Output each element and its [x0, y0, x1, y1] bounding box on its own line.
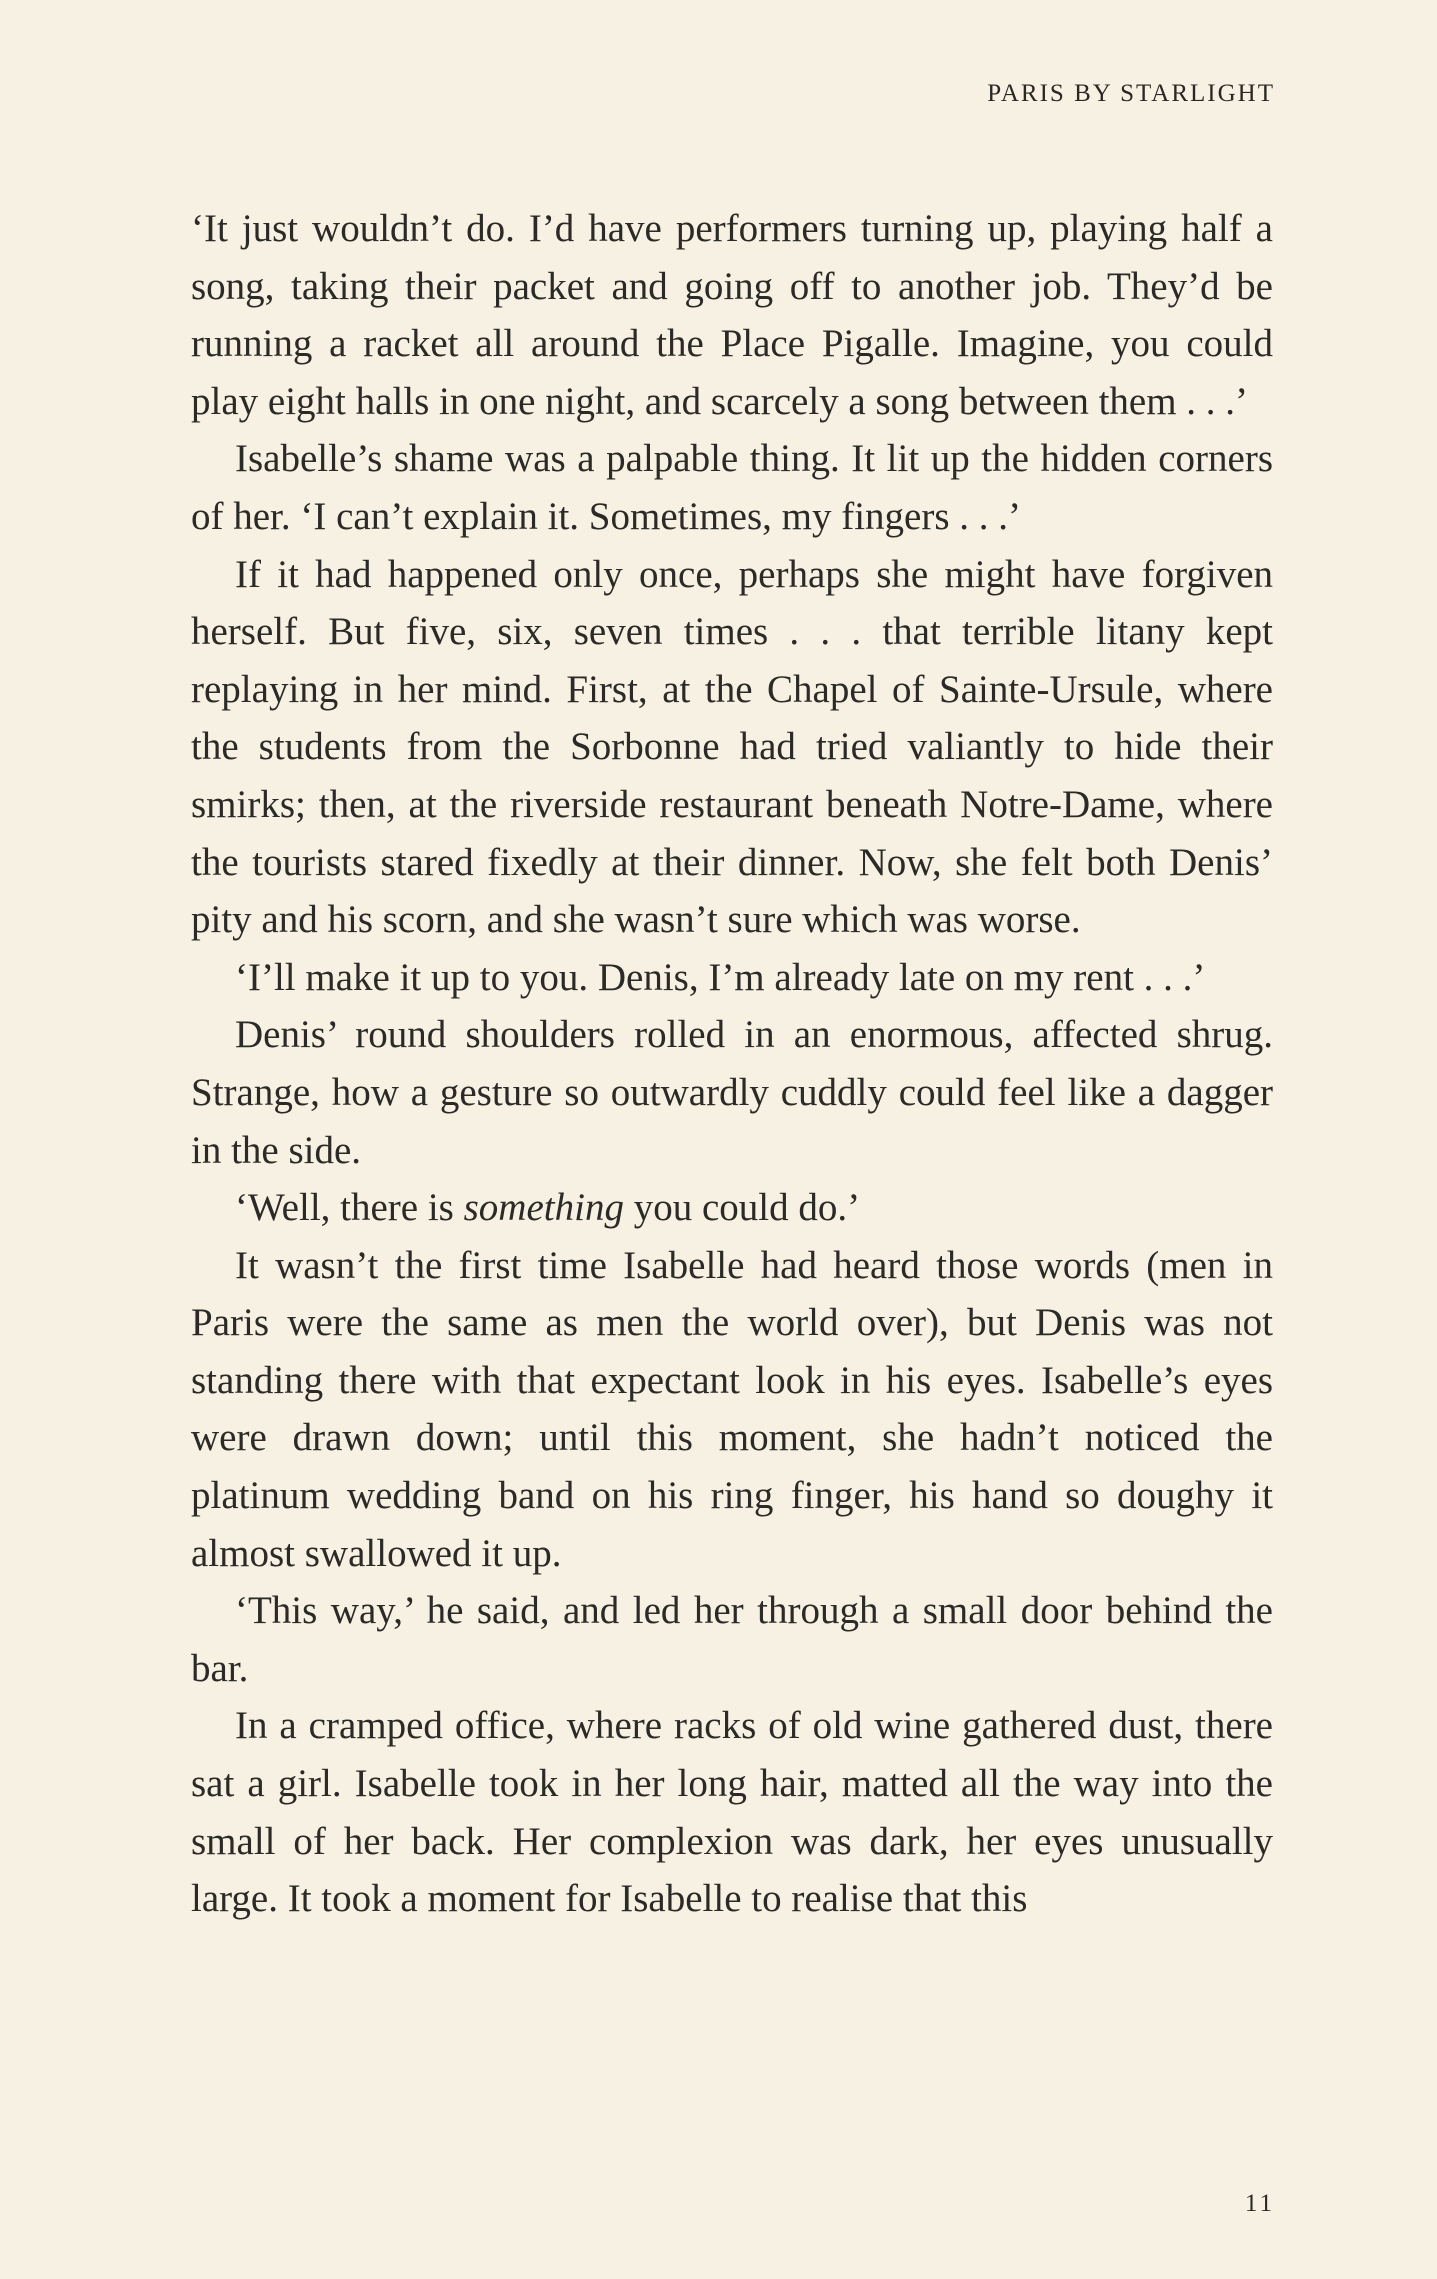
emphasis-something: something	[463, 1186, 624, 1230]
paragraph-7: It wasn’t the first time Isabelle had heard those words (men in Paris were the same as men the world over), but Denis was not standing there with that expectant look in his eyes. Isabelle’s eyes were drawn down; until this moment, she hadn’t noticed the platinum wedding band on his ring finger, his hand so doughy it almost swallowed it up.	[191, 1243, 1273, 1575]
page-number: 11	[1244, 2190, 1275, 2217]
paragraph-3: If it had happened only once, perhaps she might have forgiven herself. But five, six, seven times . . . that terrible litany kept replaying in her mind. First, at the Chapel of Sainte-Ursule, where the students from the Sorbonne had tried valiantly to hide their smirks; then, at the riverside restaurant beneath Notre-Dame, where the tourists stared fixedly at their dinner. Now, she felt both Denis’ pity and his scorn, and she wasn’t sure which was worse.	[191, 552, 1273, 942]
running-head: PARIS BY STARLIGHT	[987, 80, 1275, 107]
paragraph-2: Isabelle’s shame was a palpable thing. It lit up the hidden corners of her. ‘I can’t explain it. Sometimes, my fingers . . .’	[191, 437, 1273, 538]
paragraph-9: In a cramped office, where racks of old wine gathered dust, there sat a girl. Isabelle took in her long hair, matted all the way into the small of her back. Her complexion was dark, her eyes unusually large. It took a moment for Isabelle to realise that this	[191, 1704, 1273, 1921]
paragraph-5: Denis’ round shoulders rolled in an enormous, affected shrug. Strange, how a gesture so outwardly cuddly could feel like a dagger in the side.	[191, 1013, 1273, 1172]
body-text	[191, 200, 1273, 1928]
paragraph-6-after: you could do.’	[623, 1186, 861, 1230]
paragraph-1: ‘It just wouldn’t do. I’d have performers turning up, playing half a song, taking their packet and going off to another job. They’d be running a racket all around the Place Pigalle. Imagine, you could play eight halls in one night, and scarcely a song between them . . .’	[191, 207, 1273, 423]
paragraph-6	[191, 1179, 1273, 1237]
paragraph-4: ‘I’ll make it up to you. Denis, I’m already late on my rent . . .’	[235, 955, 1206, 999]
paragraph-6-before: ‘Well, there is	[235, 1186, 464, 1230]
paragraph-8: ‘This way,’ he said, and led her through a small door behind the bar.	[191, 1589, 1273, 1690]
